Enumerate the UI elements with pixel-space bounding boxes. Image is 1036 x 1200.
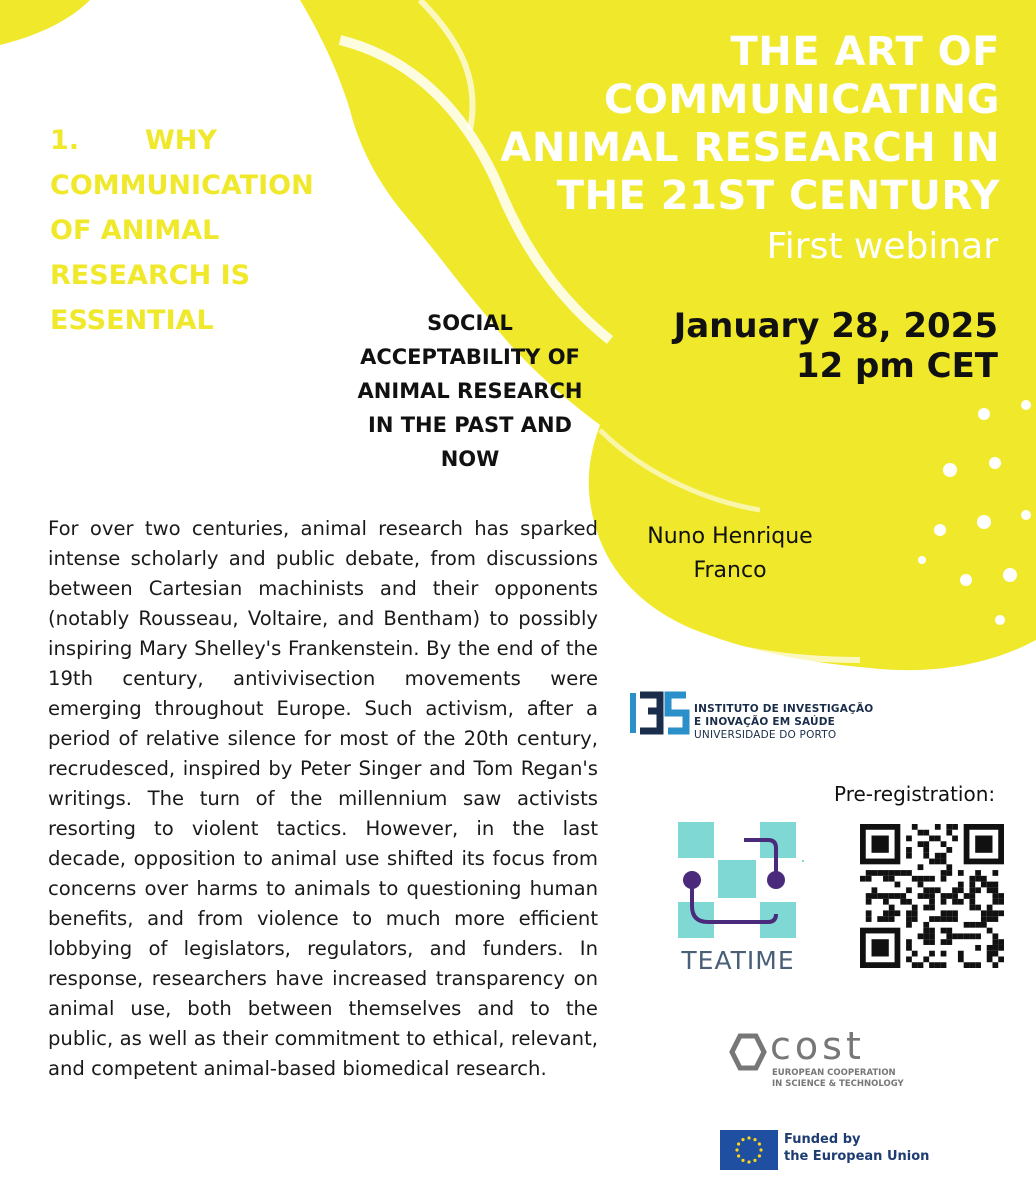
title-line: ANIMAL RESEARCH IN <box>500 125 1000 171</box>
title-line: COMMUNICATING <box>604 77 1000 123</box>
section-number: 1. <box>50 125 80 156</box>
main-title <box>360 28 1000 220</box>
title-line: THE ART OF <box>730 29 1000 75</box>
talk-title-line: ANIMAL RESEARCH <box>357 379 583 403</box>
talk-title-line: NOW <box>440 447 500 471</box>
event-date: January 28, 2025 <box>673 306 998 346</box>
abstract-text: For over two centuries, animal research has sparked intense scholarly and public debate, from discussions between Cartesian machinists and their opponents (notably Rousseau, Voltaire, and Bentham) to possibly inspiring Mary Shelley's Frankenstein. By the end of the 19th century, antivivisection movements were emerging throughout Europe. Such activism, after a period of relative silence for most of the 20th century, recrudesced, inspired by Peter Singer and Tom Regan's writings. The turn of the millennium saw activists resorting to violent tactics. However, in the last decade, opposition to animal use shifted its focus from concerns over harms to animals to questioning human benefits, and from violence to much more efficient lobbying of legislators, regulators, and funders. In response, researchers have increased transparency on animal use, both between themselves and to the public, as well as their commitment to ethical, relevant, and competent animal-based biomedical research. <box>48 517 598 1080</box>
subtitle: First webinar <box>766 226 998 267</box>
eu-funding-line: Funded by <box>784 1132 861 1147</box>
pre-registration-label: Pre-registration: <box>834 782 996 806</box>
teatime-logo <box>672 818 804 978</box>
cost-wordmark: cost <box>770 1024 865 1068</box>
eu-funding-line: the European Union <box>784 1149 930 1164</box>
title-line: THE 21ST CENTURY <box>556 173 1000 219</box>
talk-title-line: ACCEPTABILITY OF <box>360 345 580 369</box>
eu-flag-icon <box>720 1130 778 1170</box>
section-title-line: OF ANIMAL <box>50 215 220 246</box>
i3s-name-line: UNIVERSIDADE DO PORTO <box>694 729 837 741</box>
section-title-line: ESSENTIAL <box>50 305 214 336</box>
eu-funding-logo <box>720 1130 930 1172</box>
i3s-logo-icon <box>630 683 690 743</box>
i3s-logo <box>630 683 874 743</box>
section-heading <box>50 118 350 343</box>
qr-code[interactable] <box>860 824 1004 968</box>
cost-tagline: EUROPEAN COOPERATION <box>772 1068 896 1078</box>
talk-title <box>346 306 594 476</box>
talk-title-line: SOCIAL <box>427 311 513 335</box>
section-title-line: WHY <box>145 125 217 156</box>
i3s-name-line: INSTITUTO DE INVESTIGAÇÃO <box>694 703 874 715</box>
section-title-line: RESEARCH IS <box>50 260 251 291</box>
event-datetime <box>674 306 998 386</box>
teatime-label: TEATIME <box>681 946 795 975</box>
section-title-line: COMMUNICATION <box>50 170 314 201</box>
speaker-name-line: Franco <box>693 558 767 583</box>
talk-title-line: IN THE PAST AND <box>368 413 572 437</box>
teatime-logo-icon <box>672 818 804 948</box>
speaker-name-line: Nuno Henrique <box>647 524 813 549</box>
speaker-name <box>612 520 848 588</box>
i3s-name-line: E INOVAÇÃO EM SAÚDE <box>694 716 835 728</box>
cost-tagline: IN SCIENCE & TECHNOLOGY <box>772 1079 904 1089</box>
cost-logo-icon <box>728 1032 768 1072</box>
event-time: 12 pm CET <box>795 346 998 386</box>
cost-logo <box>728 1024 904 1094</box>
